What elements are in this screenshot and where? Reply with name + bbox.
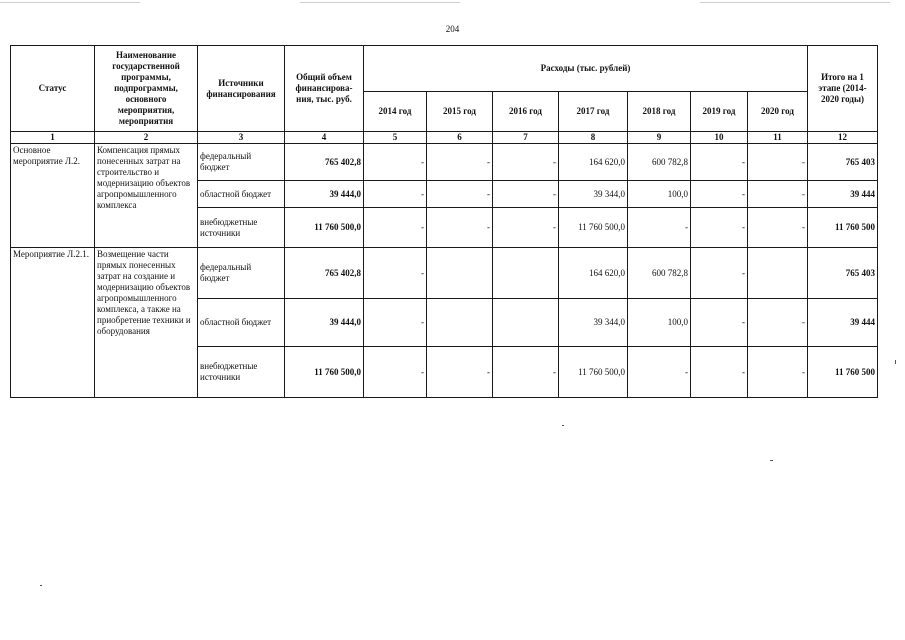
year-2019-cell: -	[691, 299, 748, 347]
year-2018-cell: 100,0	[628, 299, 691, 347]
header-year: 2015 год	[427, 92, 493, 132]
column-number: 10	[691, 132, 748, 144]
year-2014-cell: -	[364, 347, 427, 398]
year-2016-cell: -	[493, 144, 559, 181]
funding-source-cell: областной бюджет	[198, 181, 285, 208]
column-number: 12	[808, 132, 878, 144]
year-2016-cell: -	[493, 181, 559, 208]
stage-total-cell: 39 444	[808, 299, 878, 347]
year-2014-cell: -	[364, 248, 427, 299]
header-year: 2014 год	[364, 92, 427, 132]
year-2017-cell: 11 760 500,0	[559, 347, 628, 398]
column-number: 5	[364, 132, 427, 144]
header-year: 2016 год	[493, 92, 559, 132]
header-funding-sources: Источники финансирования	[198, 46, 285, 132]
year-2015-cell: -	[427, 181, 493, 208]
year-2016-cell: -	[493, 347, 559, 398]
year-2019-cell: -	[691, 181, 748, 208]
column-number: 7	[493, 132, 559, 144]
year-2017-cell: 164 620,0	[559, 144, 628, 181]
stage-total-cell: 11 760 500	[808, 347, 878, 398]
year-2015-cell: -	[427, 347, 493, 398]
funding-source-cell: внебюджетные источники	[198, 208, 285, 248]
year-2017-cell: 11 760 500,0	[559, 208, 628, 248]
column-number: 8	[559, 132, 628, 144]
total-cell: 765 402,8	[285, 144, 364, 181]
column-number-row	[11, 132, 878, 144]
year-2019-cell: -	[691, 248, 748, 299]
scan-edge-line	[0, 2, 140, 3]
funding-source-cell: федеральный бюджет	[198, 248, 285, 299]
page-number: 204	[445, 24, 460, 34]
year-2017-cell: 39 344,0	[559, 299, 628, 347]
activity-name-cell: Возмещение части прямых понесенных затрат на создание и модернизацию объектов агропромышленного комплекса, а также на приобретение техники и оборудования	[95, 248, 198, 398]
header-program-name: Наименование государственной программы, подпрограммы, основного мероприятия, мероприятия	[95, 46, 198, 132]
column-number: 2	[95, 132, 198, 144]
scan-speck	[40, 585, 42, 586]
header-row	[11, 46, 878, 92]
year-2019-cell: -	[691, 144, 748, 181]
column-number: 1	[11, 132, 95, 144]
scan-edge-line	[700, 2, 890, 3]
header-total-volume: Общий объем финансирова-ния, тыс. руб.	[285, 46, 364, 132]
column-number: 11	[748, 132, 808, 144]
total-cell: 11 760 500,0	[285, 347, 364, 398]
year-2018-cell: 100,0	[628, 181, 691, 208]
year-2016-cell	[493, 299, 559, 347]
year-2018-cell: 600 782,8	[628, 248, 691, 299]
year-2020-cell: -	[748, 208, 808, 248]
header-year: 2017 год	[559, 92, 628, 132]
year-2016-cell: -	[493, 208, 559, 248]
column-number: 9	[628, 132, 691, 144]
total-cell: 765 402,8	[285, 248, 364, 299]
year-2015-cell: -	[427, 208, 493, 248]
year-2019-cell: -	[691, 208, 748, 248]
year-2020-cell: -	[748, 181, 808, 208]
header-year: 2020 год	[748, 92, 808, 132]
year-2019-cell: -	[691, 347, 748, 398]
column-number: 3	[198, 132, 285, 144]
funding-source-cell: внебюджетные источники	[198, 347, 285, 398]
column-number: 6	[427, 132, 493, 144]
year-2020-cell: -	[748, 144, 808, 181]
year-2018-cell: -	[628, 208, 691, 248]
stage-total-cell: 39 444	[808, 181, 878, 208]
year-2018-cell: 600 782,8	[628, 144, 691, 181]
table-row	[11, 248, 878, 299]
header-status: Статус	[11, 46, 95, 132]
year-2015-cell	[427, 299, 493, 347]
year-2020-cell: -	[748, 299, 808, 347]
status-cell: Основное мероприятие Л.2.	[11, 144, 95, 248]
year-2015-cell: -	[427, 144, 493, 181]
year-2017-cell: 39 344,0	[559, 181, 628, 208]
table-row	[11, 144, 878, 181]
header-year: 2018 год	[628, 92, 691, 132]
stage-total-cell: 765 403	[808, 248, 878, 299]
scan-speck	[562, 425, 564, 426]
header-expenses: Расходы (тыс. рублей)	[364, 46, 808, 92]
year-2020-cell: -	[748, 347, 808, 398]
scan-edge-line	[300, 2, 460, 3]
scan-speck	[770, 460, 773, 461]
budget-table	[10, 45, 878, 398]
stage-total-cell: 765 403	[808, 144, 878, 181]
funding-source-cell: областной бюджет	[198, 299, 285, 347]
total-cell: 39 444,0	[285, 299, 364, 347]
header-stage-total: Итого на 1 этапе (2014-2020 годы)	[808, 46, 878, 132]
total-cell: 39 444,0	[285, 181, 364, 208]
year-2017-cell: 164 620,0	[559, 248, 628, 299]
column-number: 4	[285, 132, 364, 144]
scan-speck	[895, 360, 896, 364]
total-cell: 11 760 500,0	[285, 208, 364, 248]
year-2020-cell	[748, 248, 808, 299]
year-2015-cell	[427, 248, 493, 299]
funding-source-cell: федеральный бюджет	[198, 144, 285, 181]
year-2014-cell: -	[364, 299, 427, 347]
status-cell: Мероприятие Л.2.1.	[11, 248, 95, 398]
year-2016-cell	[493, 248, 559, 299]
year-2018-cell: -	[628, 347, 691, 398]
header-year: 2019 год	[691, 92, 748, 132]
year-2014-cell: -	[364, 144, 427, 181]
year-2014-cell: -	[364, 181, 427, 208]
activity-name-cell: Компенсация прямых понесенных затрат на строительство и модернизацию объектов агропромышленного комплекса	[95, 144, 198, 248]
year-2014-cell: -	[364, 208, 427, 248]
stage-total-cell: 11 760 500	[808, 208, 878, 248]
